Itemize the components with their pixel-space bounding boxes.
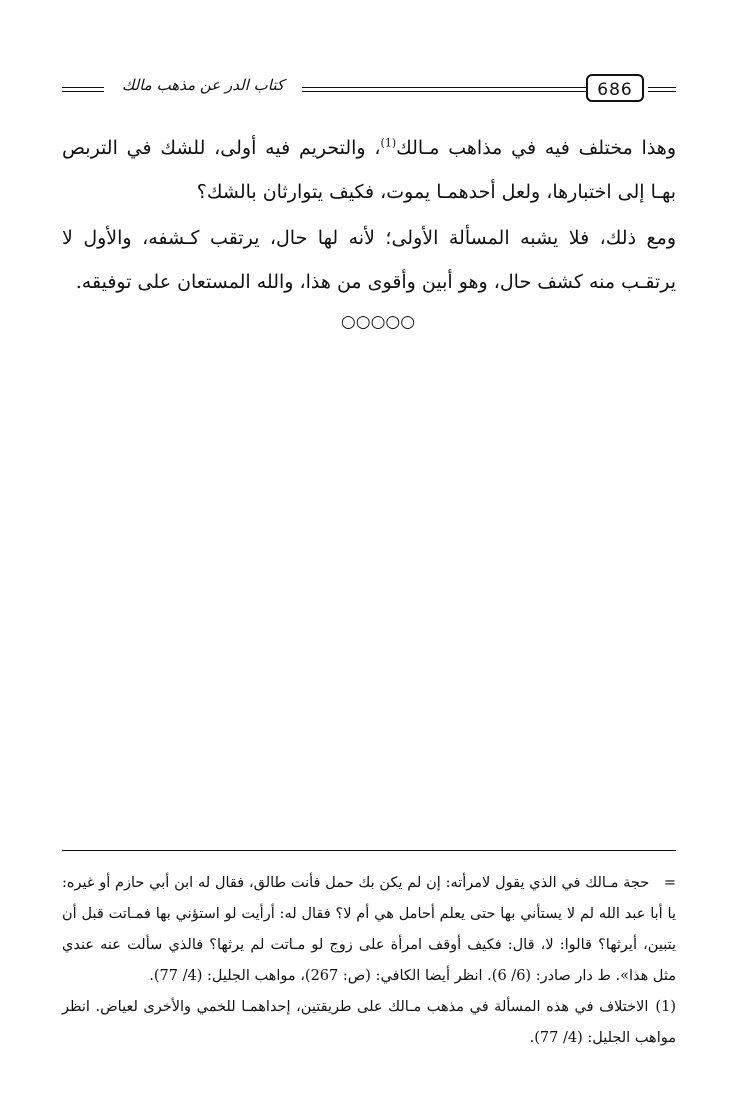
footnote-1-text: الاختلاف في هذه المسألة في مذهب مـالك على طريقتين، إحداهمـا للخمي والأخرى لعياض. انظر مواهب الجليل: (4/ 77). (62, 999, 676, 1046)
running-title: كتاب الدر عن مذهب مالك (121, 76, 285, 94)
footnote-ref-1[interactable]: (1) (380, 136, 397, 150)
footnote-continuation-text: حجة مـالك في الذي يقول لامرأته: إن لم يكن بك حمل فأنت طالق، فقال له ابن أبي حازم أو غيره: يا أبا عبد الله لم لا يستأني بها حتى يعلم أحامل هي أم لا؟ فقال له: أرأيت لو استؤني بها فمـاتت قبل أن يتبين، أيرثها؟ قالوا: لا، قال: فكيف أوقف امرأة على زوج لو مـاتت لم يرثها؟ فالذي سألت عنه عندي مثل هذا». ط دار صادر: (6/ 6). انظر أيضا الكافي: (ص: 267)، مواهب الجليل: (4/ 77). (62, 875, 676, 984)
paragraph-2: ومع ذلك، فلا يشبه المسألة الأولى؛ لأنه لها حال، يرتقب كـشفه، والأول لا يرتقـب منه كشف حال، وهو أبين وأقوى من هذا، والله المستعان على توفيقه. (62, 227, 676, 293)
paragraph-1-start: وهذا مختلف فيه في مذاهب مـالك (396, 137, 676, 159)
main-text (62, 126, 676, 214)
section-separator: ○○○○○ (340, 312, 416, 332)
header-rule-right (648, 87, 676, 92)
page-header (62, 74, 676, 108)
footnote-1 (62, 992, 676, 1054)
footnotes (62, 868, 676, 1054)
footnote-continuation-marker: = (663, 875, 676, 891)
main-text-2 (62, 216, 676, 304)
footnote-divider (62, 850, 676, 851)
header-rule-left (62, 87, 104, 92)
footnote-continuation (62, 868, 676, 992)
page-number: 686 (586, 74, 644, 102)
footnote-1-marker: (1) (655, 999, 676, 1015)
paragraph-1 (62, 126, 676, 214)
header-rule-middle (302, 87, 586, 92)
paragraph-1-end: ، والتحريم فيه أولى، للشك في التربص بهـا إلى اختبارها، ولعل أحدهمـا يموت، فكيف يتوارثان بالشك؟ (62, 137, 676, 203)
